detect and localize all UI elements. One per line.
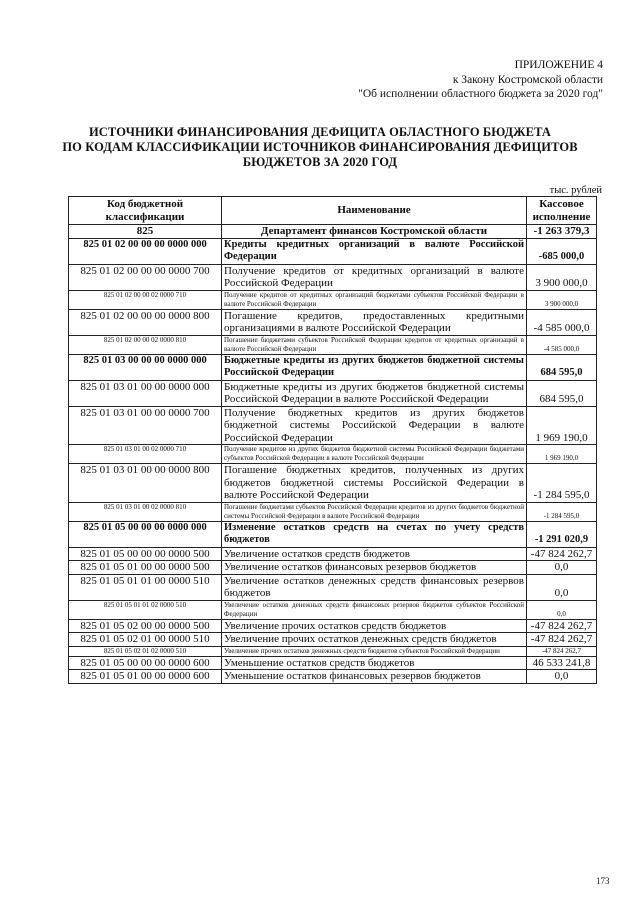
row-name: Увеличение остатков денежных средств финансовых резервов бюджетов субъектов Российской Федерации [222,600,527,619]
table-row [69,670,597,684]
row-name: Увеличение остатков финансовых резервов бюджетов [222,561,527,575]
table-row [69,264,597,290]
row-name: Уменьшение остатков средств бюджетов [222,656,527,670]
table-row [69,380,597,406]
row-name: Погашение бюджетами субъектов Российской Федерации кредитов из других бюджетов бюджетной системы Российской Федерации в валюте Российской Федерации [222,502,527,521]
table-row [69,290,597,309]
table-row [69,574,597,600]
table-row [69,600,597,619]
row-code: 825 01 05 02 01 02 0000 510 [69,646,222,656]
row-amount: -1 284 595,0 [527,502,597,521]
row-amount: 684 595,0 [527,380,597,406]
row-name: Увеличение прочих остатков денежных средств бюджетов субъектов Российской Федерации [222,646,527,656]
row-code: 825 01 05 02 00 00 0000 500 [69,619,222,633]
appendix-law: к Закону Костромской области [452,73,603,86]
row-amount: 0,0 [527,561,597,575]
row-code: 825 01 03 01 00 02 0000 810 [69,502,222,521]
row-amount: -1 291 020,9 [527,521,597,547]
dept-code: 825 [69,225,222,239]
table-row [69,561,597,575]
row-code: 825 01 03 01 00 00 0000 000 [69,380,222,406]
row-amount: -685 000,0 [527,238,597,264]
header-amount: Кассовое исполнение [527,197,597,225]
table-row [69,309,597,335]
table-row [69,238,597,264]
row-name: Получение бюджетных кредитов из других бюджетов бюджетной системы Российской Федерации в валюте Российской Федерации [222,406,527,445]
header-code: Код бюджетной классификации [69,197,222,225]
row-name: Бюджетные кредиты из других бюджетов бюджетной системы Российской Федерации [222,354,527,380]
table-row [69,502,597,521]
row-code: 825 01 03 01 00 00 0000 800 [69,464,222,503]
row-amount: 3 900 000,0 [527,290,597,309]
table-row [69,633,597,647]
row-name: Получение кредитов от кредитных организаций бюджетами субъектов Российской Федерации в валюте Российской Федерации [222,290,527,309]
row-name: Погашение бюджетных кредитов, полученных из других бюджетов бюджетной системы Российской Федерации в валюте Российской Федерации [222,464,527,503]
row-code: 825 01 05 02 01 00 0000 510 [69,633,222,647]
row-name: Увеличение остатков средств бюджетов [222,547,527,561]
row-amount: 1 969 190,0 [527,445,597,464]
appendix-header [358,58,603,102]
appendix-label: ПРИЛОЖЕНИЕ 4 [514,59,603,71]
table-row [69,656,597,670]
table-row [69,335,597,354]
row-amount: -47 824 262,7 [527,547,597,561]
title-line-1: ИСТОЧНИКИ ФИНАНСИРОВАНИЯ ДЕФИЦИТА ОБЛАСТНОГО БЮДЖЕТА [88,125,552,139]
row-amount: 0,0 [527,600,597,619]
row-code: 825 01 05 00 00 00 0000 000 [69,521,222,547]
appendix-law-title: "Об исполнении областного бюджета за 2020 год" [358,88,603,100]
row-name: Бюджетные кредиты из других бюджетов бюджетной системы Российской Федерации в валюте Российской Федерации [222,380,527,406]
row-code: 825 01 05 00 00 00 0000 600 [69,656,222,670]
dept-name: Департамент финансов Костромской области [222,225,527,239]
row-code: 825 01 03 00 00 00 0000 000 [69,354,222,380]
row-name: Увеличение прочих остатков денежных средств бюджетов [222,633,527,647]
header-name: Наименование [222,197,527,225]
units-label: тыс. рублей [549,185,602,196]
row-code: 825 01 02 00 00 00 0000 000 [69,238,222,264]
row-amount: -1 284 595,0 [527,464,597,503]
row-code: 825 01 02 00 00 00 0000 800 [69,309,222,335]
document-title [60,125,580,170]
row-name: Погашение кредитов, предоставленных кредитными организациями в валюте Российской Федерации [222,309,527,335]
row-amount: -47 824 262,7 [527,619,597,633]
row-code: 825 01 02 00 00 02 0000 810 [69,335,222,354]
table-row [69,445,597,464]
row-amount: 1 969 190,0 [527,406,597,445]
page-number: 173 [596,876,610,886]
row-code: 825 01 03 01 00 00 0000 700 [69,406,222,445]
row-amount: -47 824 262,7 [527,646,597,656]
row-code: 825 01 05 00 00 00 0000 500 [69,547,222,561]
row-amount: -4 585 000,0 [527,309,597,335]
row-amount: 3 900 000,0 [527,264,597,290]
table-row [69,464,597,503]
row-name: Уменьшение остатков финансовых резервов бюджетов [222,670,527,684]
table-row [69,646,597,656]
row-code: 825 01 02 00 00 00 0000 700 [69,264,222,290]
row-amount: 0,0 [527,670,597,684]
table-row [69,406,597,445]
row-name: Кредиты кредитных организаций в валюте Российской Федерации [222,238,527,264]
row-name: Получение кредитов из других бюджетов бюджетной системы Российской Федерации бюджетами субъектов Российской Федерации в валюте Российской Федерации [222,445,527,464]
row-code: 825 01 03 01 00 02 0000 710 [69,445,222,464]
row-code: 825 01 05 01 01 00 0000 510 [69,574,222,600]
row-code: 825 01 05 01 00 00 0000 500 [69,561,222,575]
row-amount: 684 595,0 [527,354,597,380]
sources-table [68,196,597,684]
row-code: 825 01 05 01 00 00 0000 600 [69,670,222,684]
row-amount: 46 533 241,8 [527,656,597,670]
dept-amount: -1 263 379,3 [527,225,597,239]
table-row [69,354,597,380]
row-amount: 0,0 [527,574,597,600]
table-row [69,619,597,633]
row-code: 825 01 02 00 00 02 0000 710 [69,290,222,309]
row-amount: -47 824 262,7 [527,633,597,647]
row-name: Погашение бюджетами субъектов Российской Федерации кредитов от кредитных организаций в валюте Российской Федерации [222,335,527,354]
table-row [69,521,597,547]
title-line-2: ПО КОДАМ КЛАССИФИКАЦИИ ИСТОЧНИКОВ ФИНАНСИРОВАНИЯ ДЕФИЦИТОВ [62,140,578,154]
row-name: Увеличение прочих остатков средств бюджетов [222,619,527,633]
table-row [69,547,597,561]
dept-row [69,225,597,239]
row-code: 825 01 05 01 01 02 0000 510 [69,600,222,619]
row-name: Изменение остатков средств на счетах по учету средств бюджетов [222,521,527,547]
row-name: Получение кредитов от кредитных организаций в валюте Российской Федерации [222,264,527,290]
row-amount: -4 585 000,0 [527,335,597,354]
row-name: Увеличение остатков денежных средств финансовых резервов бюджетов [222,574,527,600]
title-line-3: БЮДЖЕТОВ ЗА 2020 ГОД [242,155,398,169]
table-header-row [69,197,597,225]
